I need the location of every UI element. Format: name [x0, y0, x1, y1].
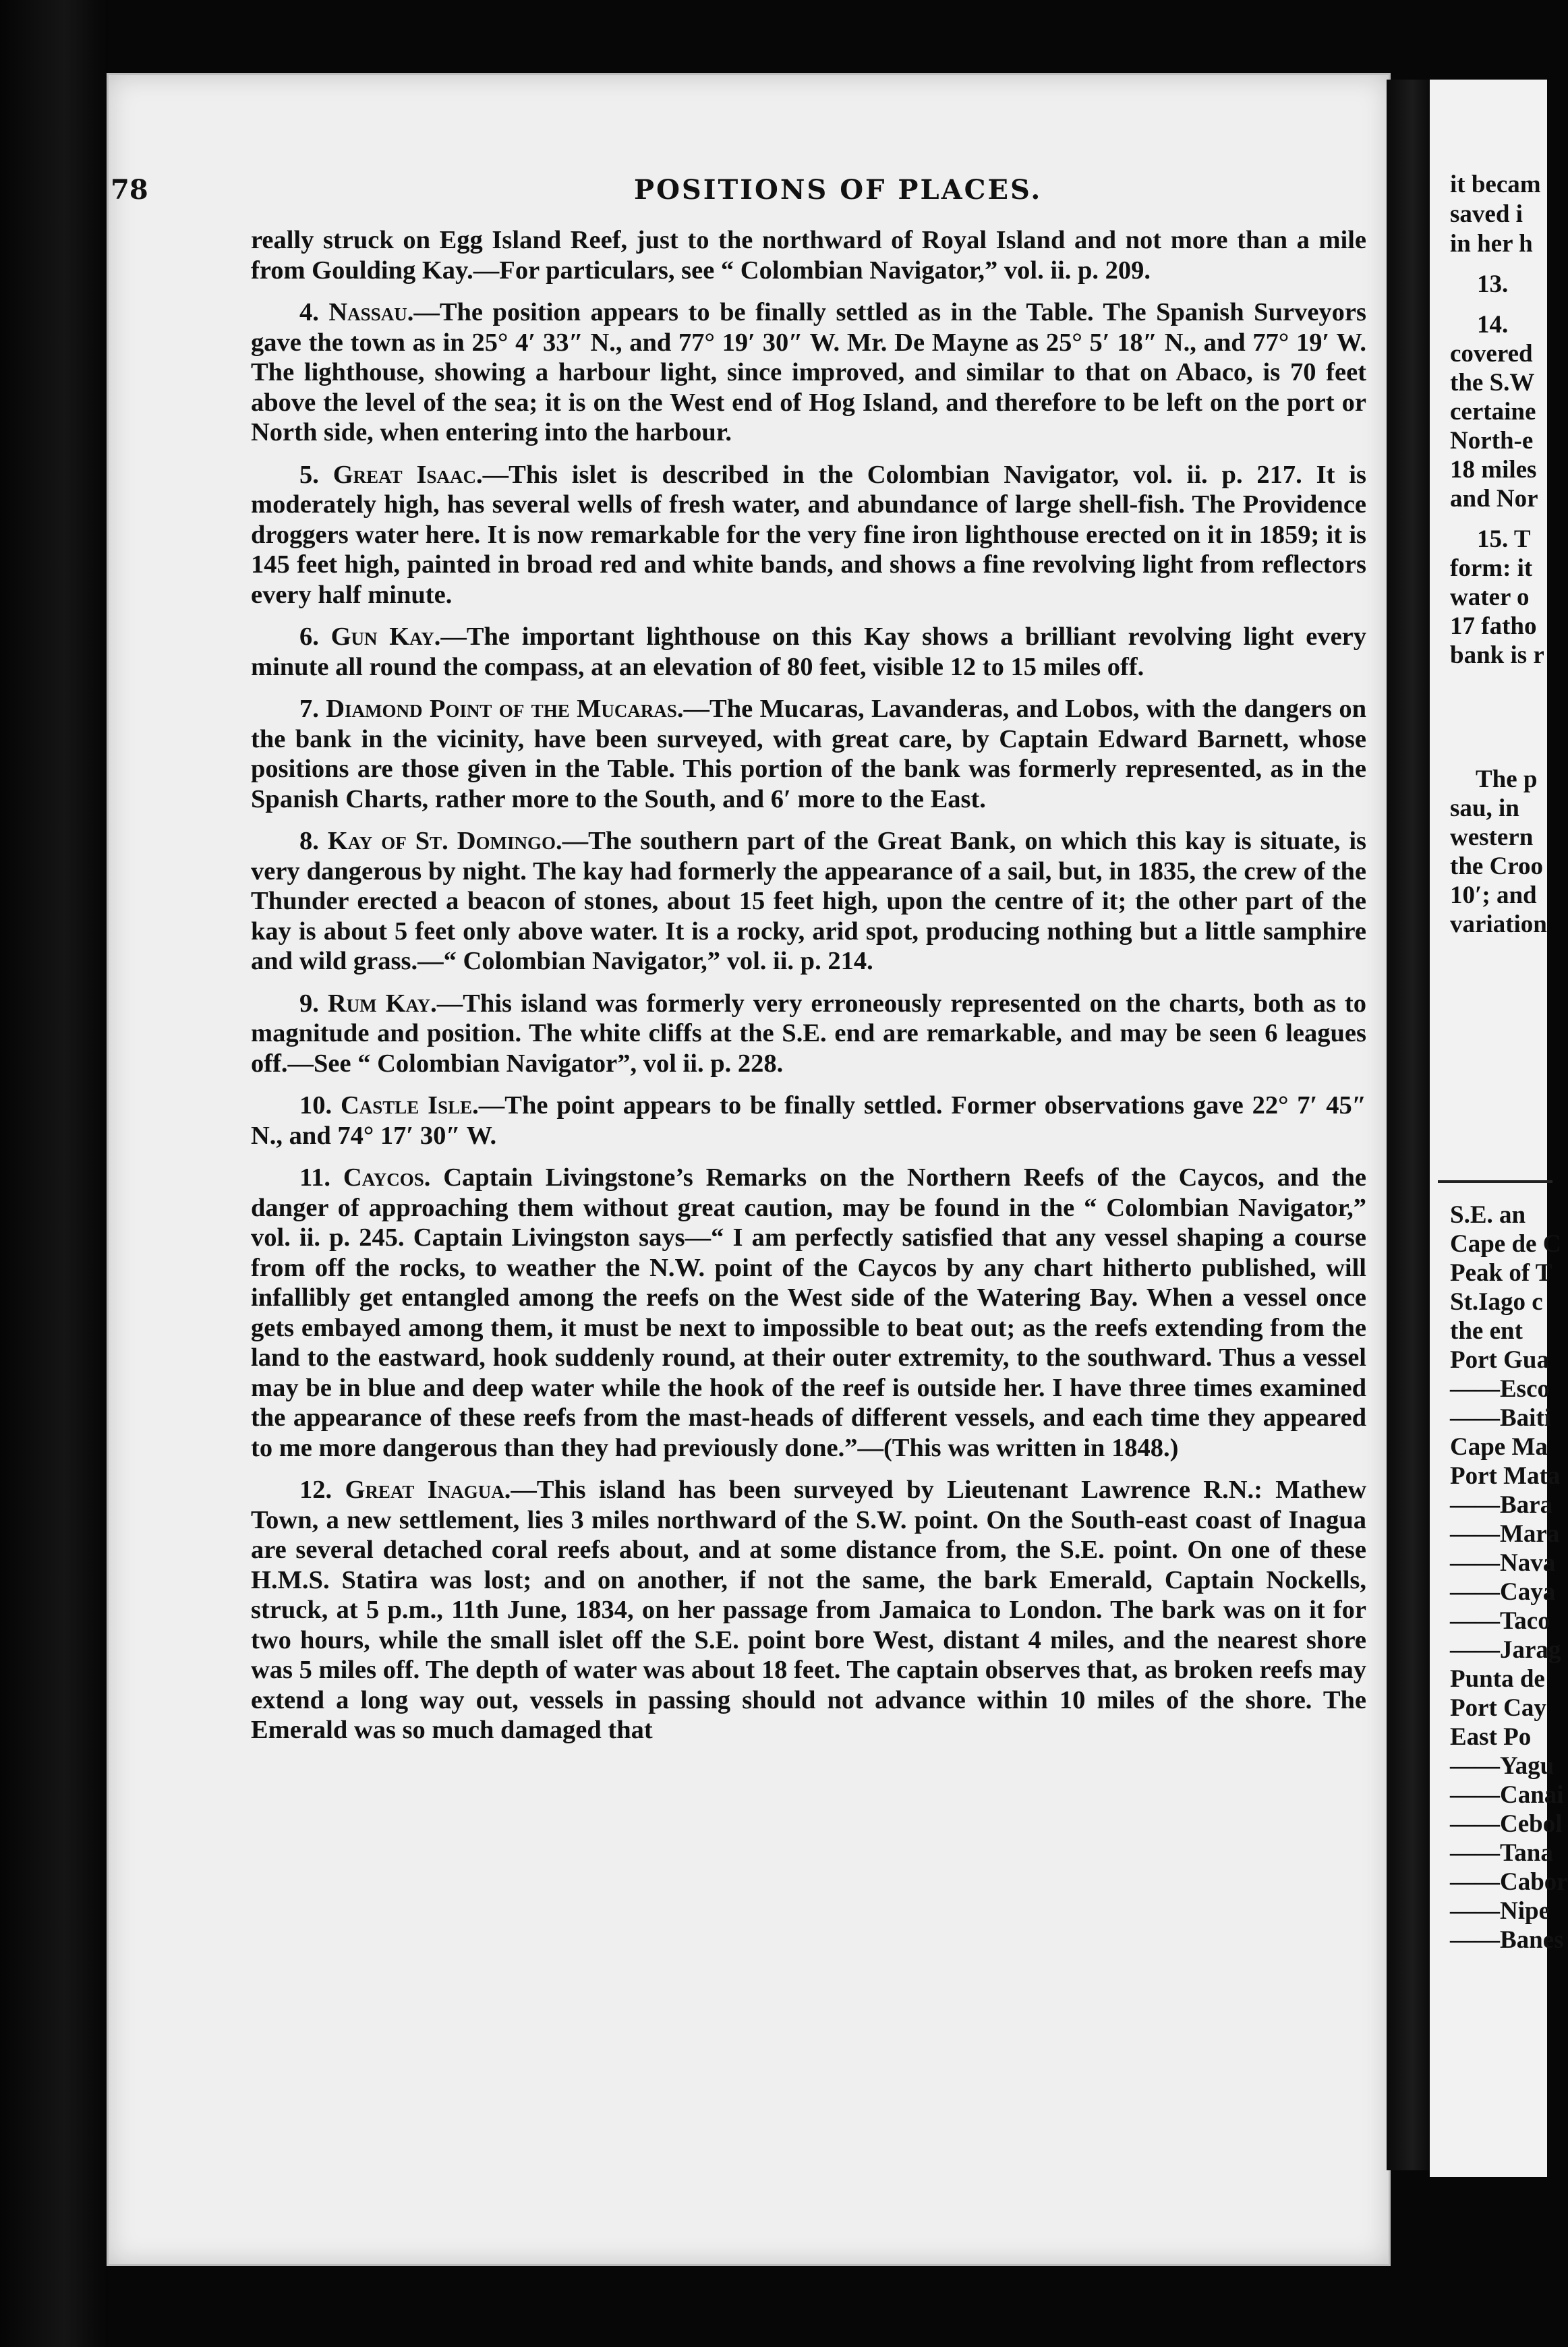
adjacent-page-line: ——Bara	[1450, 1491, 1553, 1519]
adjacent-page-line: Cape de C	[1450, 1230, 1561, 1258]
adjacent-page-line: Punta de	[1450, 1665, 1545, 1693]
divider-rule	[1438, 1180, 1552, 1183]
paragraph-kay-st-domingo	[251, 826, 1366, 977]
paragraph-castle-isle	[251, 1091, 1366, 1151]
adjacent-page-line: ——Cabor	[1450, 1868, 1568, 1896]
adjacent-page-line: ——Taco	[1450, 1607, 1550, 1635]
paragraph-text: —This islet is described in the Colombian Navigator, vol. ii. p. 217. It is moderately high, has several wells of fresh water, and abundance of large shell-fish. The Providence droggers water here. It is now remarkable for the very fine iron lighthouse erected on it in 1859; it is 145 feet high, painted in broad red and white bands, and shows a fine revolving light from reflectors every half minute.	[251, 460, 1366, 609]
paragraph-text: —The southern part of the Great Bank, on which this kay is situate, is very dangerous by night. The kay had formerly the appearance of a sail, but, in 1835, the crew of the Thunder erected a beacon of stones, about 15 feet high, upon the centre of it; the other part of the kay is about 5 feet only above water. It is a rocky, arid spot, producing nothing but a little samphire and wild grass.—“ Colombian Navigator,” vol. ii. p. 214.	[251, 827, 1367, 975]
paragraph-heading: 4. Nassau.	[299, 298, 414, 326]
paragraph-text: —This island has been surveyed by Lieutenant Lawrence R.N.: Mathew Town, a new settlement, lies 3 miles northward of the S.W. point. On the South-east coast of Inagua are several detached coral reefs about, and at some distance from, the S.E. point. On one of these H.M.S. Statira was lost; and on another, if not the same, the bark Emerald, Captain Nockells, struck, at 5 p.m., 11th June, 1834, on her passage from Jamaica to London. The bark was on it for two hours, while the small islet off the S.E. point bore West, distant 4 miles, and the nearest shore was 5 miles off. The depth of water was about 18 feet. The captain observes that, as broken reefs may extend a long way out, vessels in passing should not advance within 10 miles of the shore. The Emerald was so much damaged that	[251, 1476, 1367, 1744]
adjacent-page-line: and Nor	[1450, 485, 1538, 513]
adjacent-page-line: 15. T	[1477, 525, 1531, 553]
adjacent-page-line: western	[1450, 823, 1534, 851]
adjacent-page-line: sau, in	[1450, 794, 1519, 822]
adjacent-page-line: saved i	[1450, 200, 1523, 228]
adjacent-page-line: 13.	[1477, 270, 1509, 298]
paragraph-text: —The point appears to be finally settled. Former observations gave 22° 7′ 45″ N., and 74° 17′ 30″ W.	[251, 1091, 1366, 1150]
adjacent-page-line: the Croo	[1450, 852, 1544, 880]
gutter-shadow	[1387, 80, 1430, 2170]
adjacent-page-line: ——Baiti	[1450, 1404, 1552, 1432]
paragraph-text: —The Mucaras, Lavanderas, and Lobos, with the dangers on the bank in the vicinity, have been surveyed, with great care, by Captain Edward Barnett, whose positions are those given in the Table. This portion of the bank was formerly represented, as in the Spanish Charts, rather more to the South, and 6′ more to the East.	[251, 695, 1366, 813]
paragraph-heading: 9. Rum Kay.	[299, 989, 437, 1018]
paragraph-caycos	[251, 1163, 1366, 1463]
paragraph-heading: 11. Caycos.	[299, 1163, 431, 1192]
adjacent-page-line: ——Esco	[1450, 1375, 1550, 1403]
page-body	[251, 225, 1366, 1758]
adjacent-page-line: in her h	[1450, 230, 1533, 258]
paragraph-heading: 8. Kay of St. Domingo.	[299, 827, 562, 855]
adjacent-page-line: 14.	[1477, 311, 1509, 339]
adjacent-page-line: Port Cay	[1450, 1694, 1546, 1722]
adjacent-page-line: form: it	[1450, 554, 1533, 582]
scan-border-left	[0, 0, 108, 2347]
adjacent-page-line: ——Tana	[1450, 1839, 1553, 1867]
adjacent-page-line: the S.W	[1450, 369, 1535, 397]
adjacent-page-line: ——Banes	[1450, 1926, 1564, 1954]
running-title: POSITIONS OF PLACES.	[634, 174, 1043, 206]
adjacent-page-line: ——Jarag	[1450, 1636, 1561, 1664]
adjacent-page-line: water o	[1450, 583, 1530, 611]
adjacent-page-strip	[1430, 80, 1568, 2177]
paragraph-heading: 10. Castle Isle.	[299, 1091, 479, 1120]
adjacent-page-line: ——Nipe	[1450, 1897, 1550, 1925]
adjacent-page-line: S.E. an	[1450, 1201, 1526, 1229]
adjacent-page-line: bank is r	[1450, 641, 1544, 669]
adjacent-page-line: ——Mara	[1450, 1520, 1560, 1548]
paragraph-gun-kay	[251, 622, 1366, 682]
paragraph-heading: 6. Gun Kay.	[299, 622, 441, 651]
adjacent-page-line: North-e	[1450, 427, 1534, 455]
adjacent-page-line: East Po	[1450, 1723, 1532, 1751]
adjacent-page-line: Port Gua	[1450, 1346, 1549, 1374]
adjacent-page-line: the ent	[1450, 1317, 1523, 1345]
paragraph-nassau	[251, 297, 1366, 448]
adjacent-page-line: certaine	[1450, 398, 1536, 426]
paragraph-heading: 5. Great Isaac.	[299, 460, 483, 489]
adjacent-page-line: ——Nava	[1450, 1549, 1556, 1577]
paragraph-text: Captain Livingstone’s Remarks on the Northern Reefs of the Caycos, and the danger of approaching them without great caution, may be found in the “ Colombian Navigator,” vol. ii. p. 245. Captain Livingston says—“ I am perfectly satisfied that any vessel shaping a course from off the rocks, to weather the N.W. point of the Caycos by any chart hitherto published, will infallibly get entangled among the reefs on the West side of the Watering Bay. When a vessel once gets embayed among them, it must be next to impossible to beat out; as the reefs extending from the land to the eastward, hook suddenly round, at their outer extremity, to the southward. Thus a vessel may be in blue and deep water while the hook of the reef is outside her. I have three times examined the appearance of these reefs from the mast-heads of different vessels, and each time they appeared to me more dangerous than they had previously done.”—(This was written in 1848.)	[251, 1163, 1367, 1462]
adjacent-page-line: The p	[1476, 765, 1538, 793]
paragraph-continued	[251, 225, 1366, 285]
adjacent-page-line: ——Caya	[1450, 1578, 1556, 1606]
adjacent-page-line: ——Canai	[1450, 1781, 1564, 1809]
adjacent-page-line: Peak of T	[1450, 1259, 1552, 1287]
adjacent-page-line: 10′; and	[1450, 881, 1537, 909]
adjacent-page-line: covered	[1450, 340, 1533, 368]
adjacent-page-line: Cape Ma	[1450, 1433, 1548, 1461]
adjacent-page-line: 17 fatho	[1450, 612, 1537, 640]
paragraph-text: really struck on Egg Island Reef, just to the northward of Royal Island and not more than a mile from Goulding Kay.—For particulars, see “ Colombian Navigator,” vol. ii. p. 209.	[251, 226, 1366, 285]
adjacent-page-line: St.Iago c	[1450, 1288, 1543, 1316]
paragraph-text: —This island was formerly very erroneously represented on the charts, both as to magnitude and position. The white cliffs at the S.E. end are remarkable, and may be seen 6 leagues off.—See “ Colombian Navigator”, vol ii. p. 228.	[251, 989, 1366, 1078]
paragraph-text: —The important lighthouse on this Kay shows a brilliant revolving light every minute all round the compass, at an elevation of 80 feet, visible 12 to 15 miles off.	[251, 622, 1366, 681]
paragraph-great-inagua	[251, 1475, 1366, 1745]
adjacent-page-line: 18 miles	[1450, 456, 1537, 484]
adjacent-page-line: ——Cebol	[1450, 1810, 1563, 1838]
adjacent-page-line: it becam	[1450, 171, 1541, 198]
paragraph-diamond-point	[251, 694, 1366, 814]
paragraph-text: —The position appears to be finally settled as in the Table. The Spanish Surveyors gave the town as in 25° 4′ 33″ N., and 77° 19′ 30″ W. Mr. De Mayne as 25° 5′ 18″ N., and 77° 19′ W. The lighthouse, showing a harbour light, since improved, and similar to that on Abaco, is 70 feet above the level of the sea; it is on the West end of Hog Island, and therefore to be left on the port or North side, when entering into the harbour.	[251, 298, 1366, 446]
paragraph-rum-kay	[251, 989, 1366, 1079]
paragraph-heading: 12. Great Inagua.	[299, 1476, 511, 1504]
adjacent-page-line: ——Yagu	[1450, 1752, 1555, 1780]
paragraph-heading: 7. Diamond Point of the Mucaras.	[299, 695, 684, 723]
page-number: 78	[111, 174, 148, 206]
adjacent-page-line: Port Mata	[1450, 1462, 1561, 1490]
adjacent-page-line: variation	[1450, 910, 1547, 938]
paragraph-great-isaac	[251, 460, 1366, 610]
